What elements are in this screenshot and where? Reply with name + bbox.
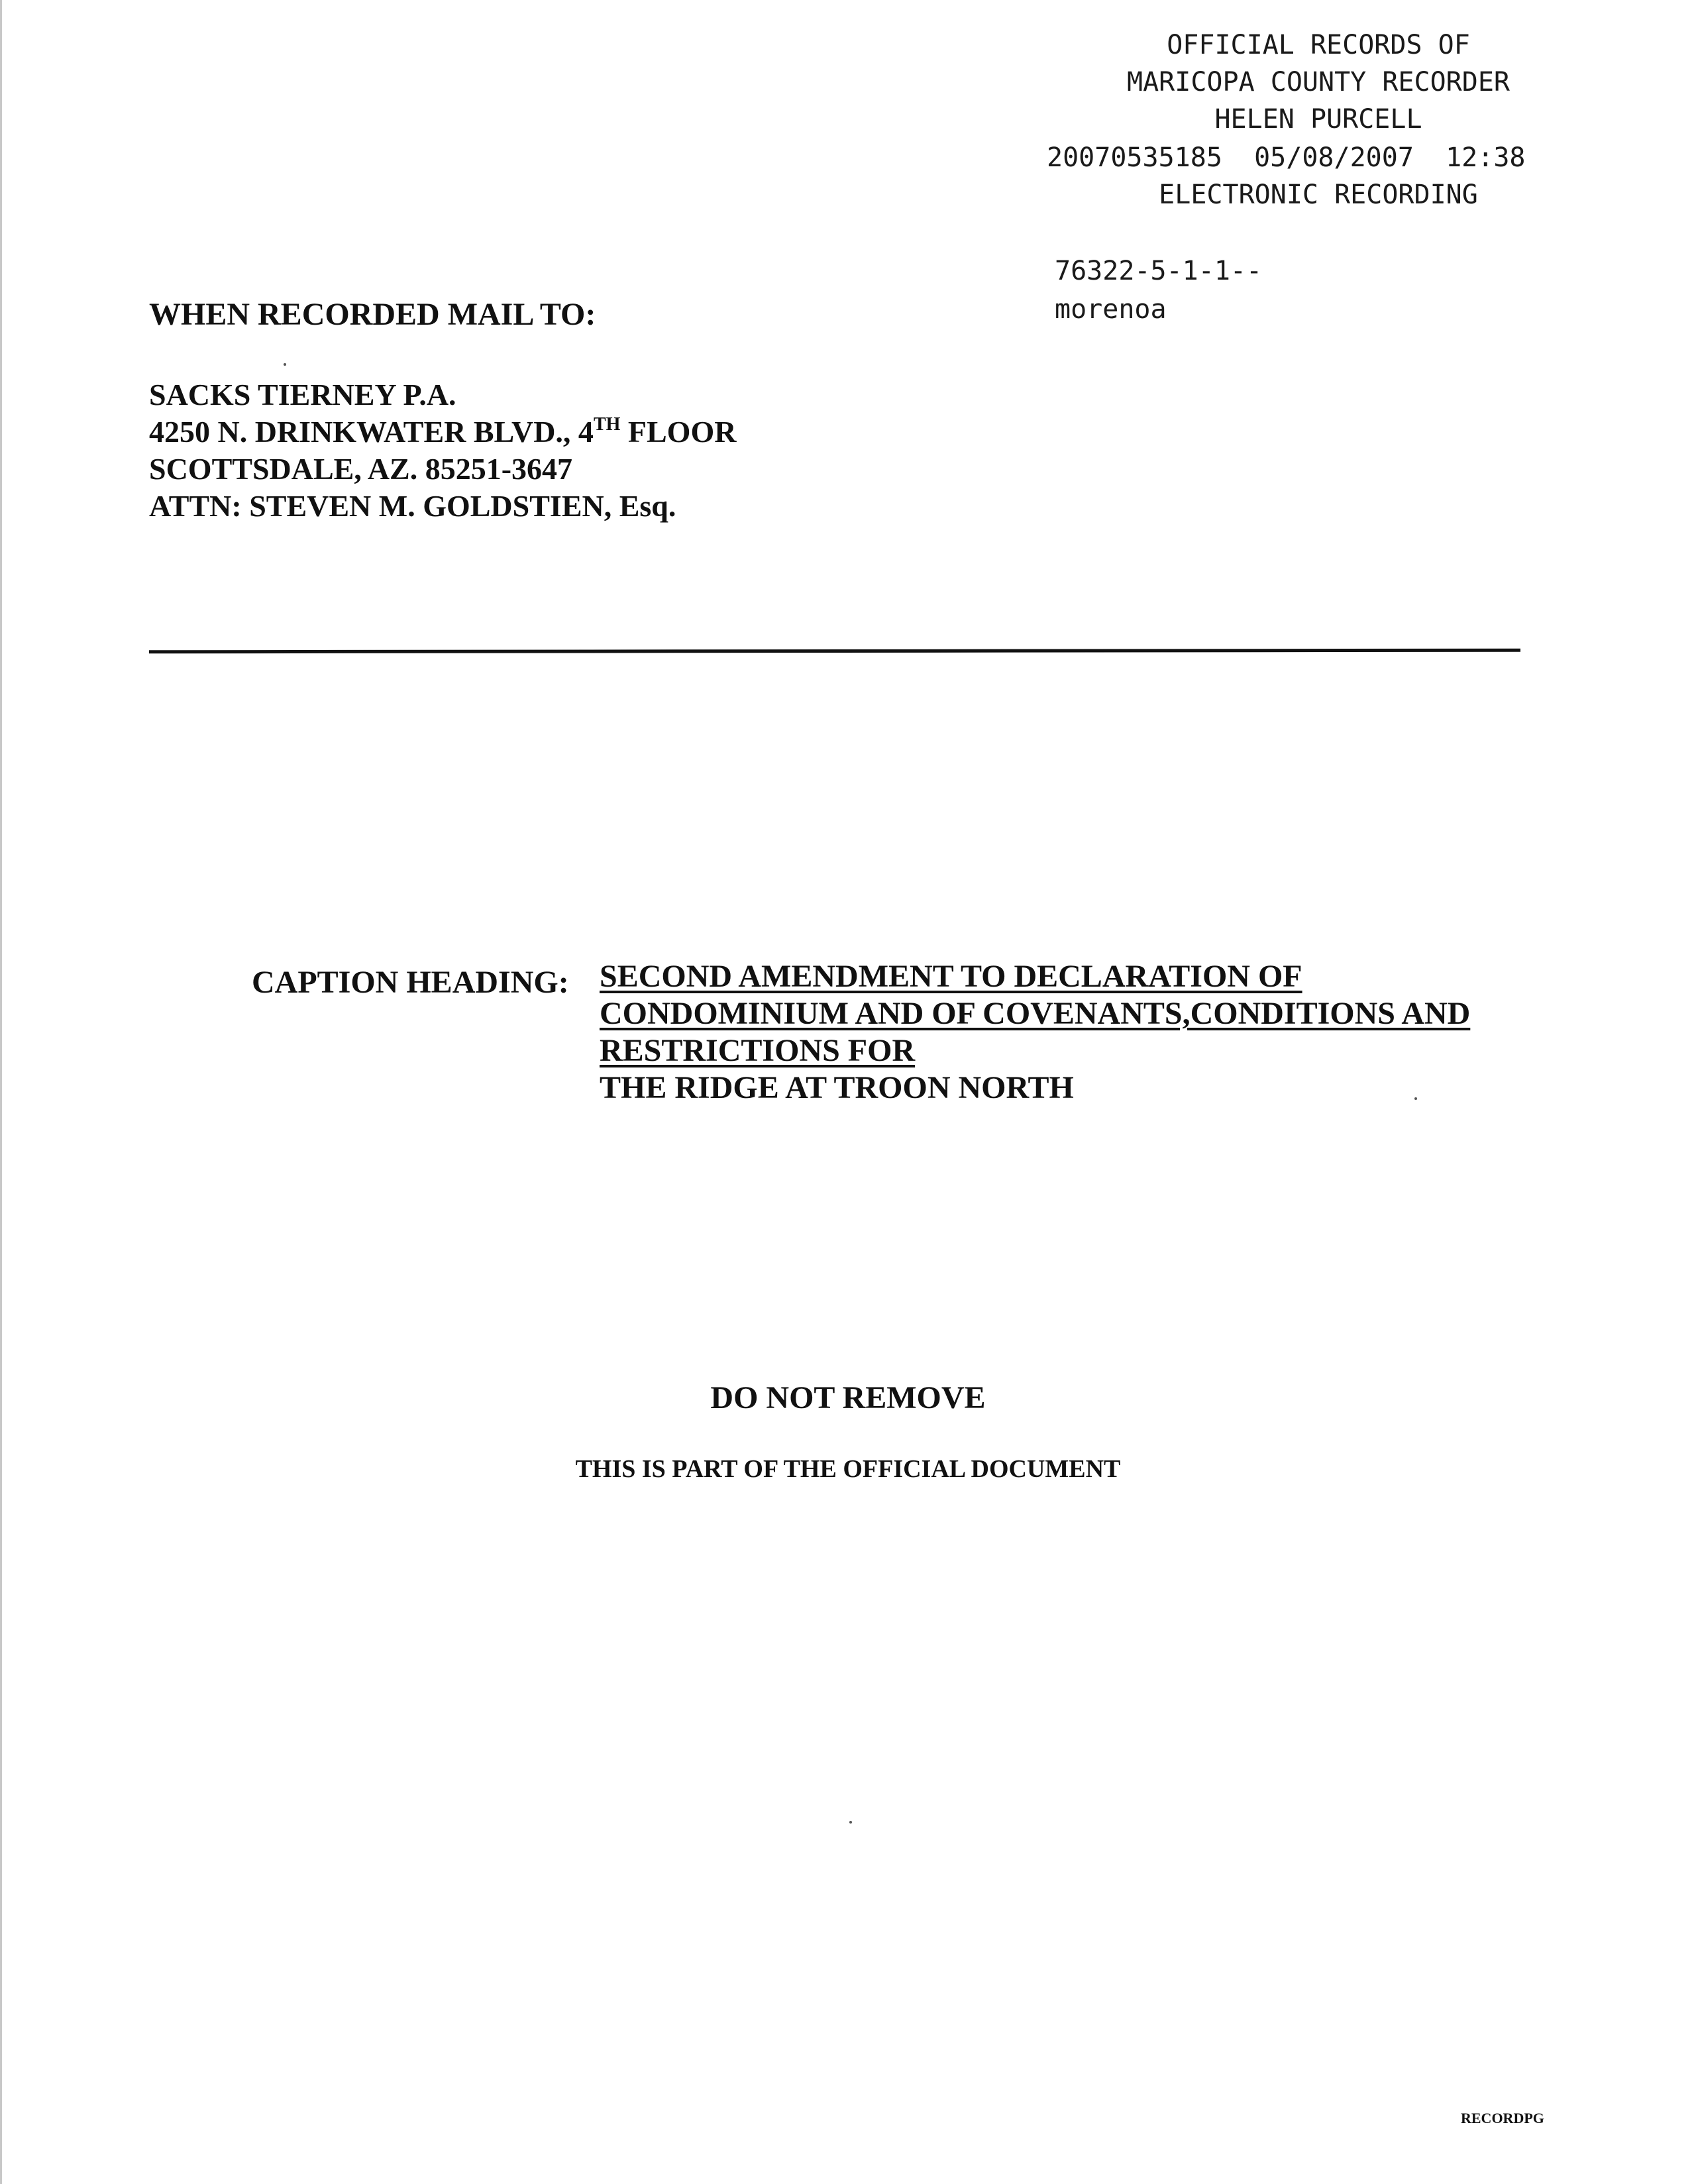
mail-to-heading: WHEN RECORDED MAIL TO: xyxy=(149,297,596,332)
recorder-line-1: OFFICIAL RECORDS OF xyxy=(1167,30,1470,60)
recording-time: 12:38 xyxy=(1446,142,1526,173)
notice-title xyxy=(0,1378,1696,1418)
record-page-tag: RECORDPG xyxy=(1461,2110,1544,2126)
recording-date: 05/08/2007 xyxy=(1254,142,1414,173)
scan-speck xyxy=(284,363,286,366)
caption-label: CAPTION HEADING: xyxy=(252,965,569,1000)
document-number: 20070535185 xyxy=(1047,142,1222,173)
notice-subtitle xyxy=(0,1452,1696,1486)
street-ordinal-suffix: TH xyxy=(593,414,621,435)
recorder-line-3: HELEN PURCELL xyxy=(1214,104,1422,135)
scan-edge xyxy=(0,0,2,2184)
recorder-line-2: MARICOPA COUNTY RECORDER xyxy=(1127,67,1510,97)
caption-line-4: THE RIDGE AT TROON NORTH xyxy=(600,1070,1074,1105)
notice-title-text: DO NOT REMOVE xyxy=(710,1380,986,1415)
recording-info-line xyxy=(1047,139,1670,176)
mail-to-address xyxy=(149,376,736,525)
address-street xyxy=(149,413,736,451)
recorder-stamp xyxy=(1047,27,1670,213)
street-suffix: FLOOR xyxy=(620,415,737,449)
clerk-id: morenoa xyxy=(1055,294,1167,325)
recorder-codes xyxy=(1055,252,1262,329)
caption-line-3: RESTRICTIONS FOR xyxy=(600,1033,916,1068)
street-prefix: 4250 N. DRINKWATER BLVD., 4 xyxy=(149,415,594,449)
recording-type: ELECTRONIC RECORDING xyxy=(1159,180,1478,210)
address-attn: ATTN: STEVEN M. GOLDSTIEN, Esq. xyxy=(149,489,676,523)
caption-line-2: CONDOMINIUM AND OF COVENANTS,CONDITIONS AND xyxy=(600,996,1471,1031)
notice-subtitle-text: THIS IS PART OF THE OFFICIAL DOCUMENT xyxy=(575,1455,1121,1483)
address-city: SCOTTSDALE, AZ. 85251-3647 xyxy=(149,452,573,486)
caption-line-1: SECOND AMENDMENT TO DECLARATION OF xyxy=(600,959,1302,994)
scan-speck xyxy=(849,1821,852,1824)
address-name: SACKS TIERNEY P.A. xyxy=(149,378,456,411)
caption-heading xyxy=(600,958,1470,1107)
recording-code: 76322-5-1-1-- xyxy=(1055,256,1263,286)
horizontal-rule xyxy=(149,649,1520,654)
scan-speck xyxy=(1414,1097,1417,1100)
